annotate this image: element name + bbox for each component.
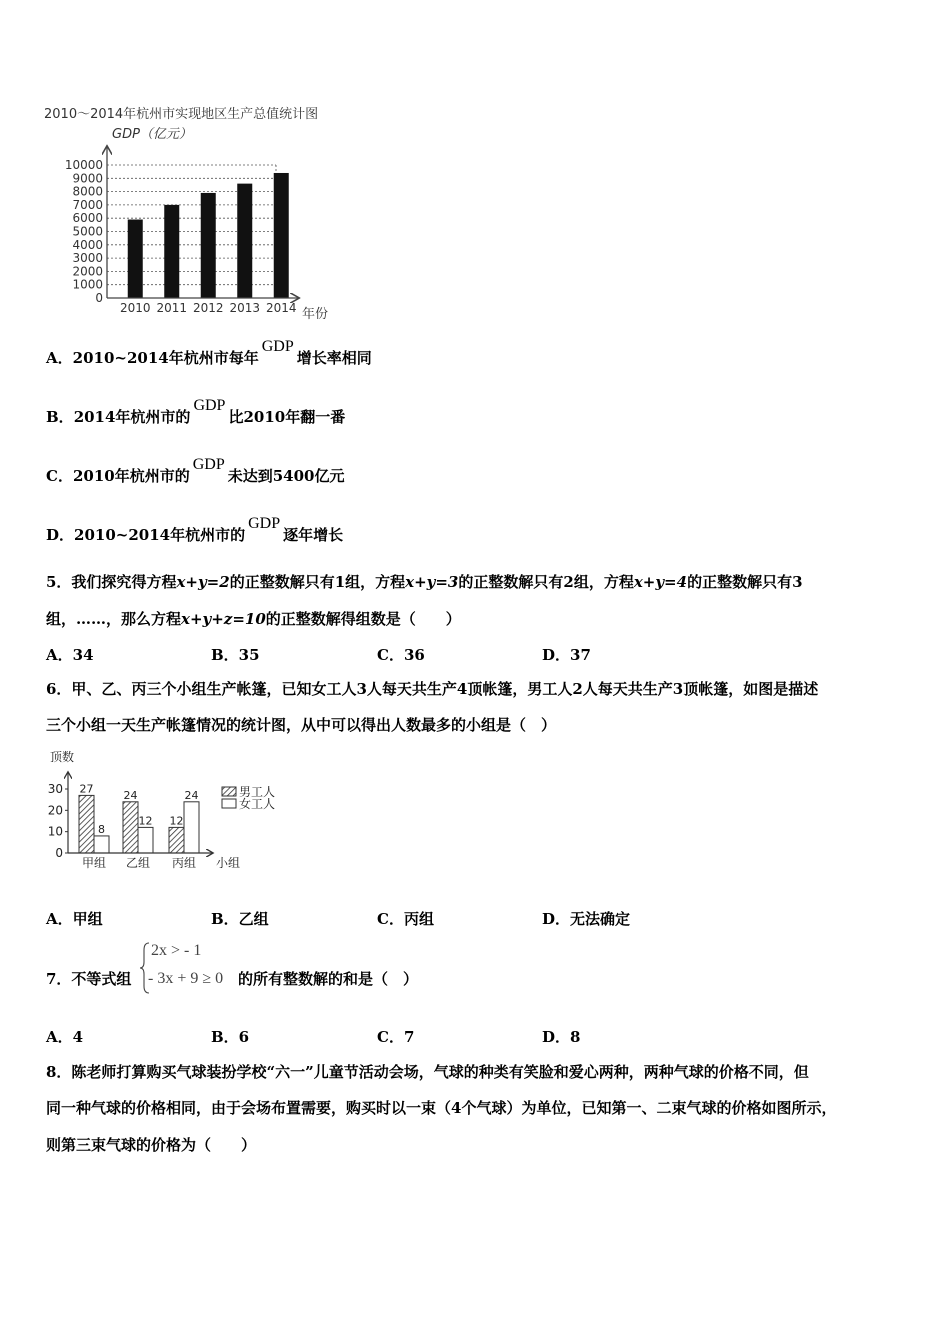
gdp-chart-x-tick: 2010 <box>119 301 151 315</box>
gdp-chart-x-label: 年份 <box>302 307 329 322</box>
q6-option-c: C．丙组 <box>377 910 434 928</box>
q5-stem-line1: 5．我们探究得方程x+y=2的正整数解只有1组，方程x+y=3的正整数解只有2组，方程x+y=4的正整数解只有3 <box>46 573 803 591</box>
gdp-chart-x-tick: 2012 <box>192 301 224 315</box>
q7-ineq-1: 2x > - 1 <box>151 942 202 959</box>
gdp-chart-y-tick: 1000 <box>72 277 103 292</box>
q5-option-a: A．34 <box>46 646 94 664</box>
tent-chart-data-label: 8 <box>98 822 105 836</box>
tent-chart-y-tick: 0 <box>55 846 63 860</box>
gdp-chart-y-tick: 3000 <box>72 251 103 266</box>
gdp-chart <box>40 100 340 325</box>
q5-stem-line2: 组，……，那么方程x+y+z=10的正整数解得组数是（ ） <box>46 610 461 628</box>
q5-option-d: D．37 <box>542 646 591 664</box>
gdp-chart-bar <box>201 193 216 298</box>
tent-chart-y-tick: 20 <box>47 803 63 818</box>
q7-stem: 7．不等式组 <box>46 970 132 988</box>
gdp-chart-y-tick: 0 <box>95 291 103 305</box>
q6-option-a: A．甲组 <box>46 910 103 928</box>
gdp-chart-x-tick: 2013 <box>229 301 261 315</box>
gdp-chart-y-tick: 5000 <box>72 224 103 239</box>
q6-stem-line2: 三个小组一天生产帐篷情况的统计图，从中可以得出人数最多的小组是（ ） <box>46 716 557 734</box>
gdp-chart-y-tick: 7000 <box>72 197 103 212</box>
q8-stem-line1: 8．陈老师打算购买气球装扮学校“六一”儿童节活动会场，气球的种类有笑脸和爱心两种，两种气球的价格不同，但 <box>46 1063 809 1081</box>
tent-chart-legend-label: 男工人 <box>239 785 276 799</box>
tent-chart-data-label: 12 <box>138 814 153 828</box>
tent-chart-y-tick: 10 <box>47 824 63 839</box>
q4-option-b: B．2014年杭州市的GDP比2010年翻一番 <box>46 397 346 426</box>
q7-inequality-system <box>140 940 240 996</box>
q6-option-d: D．无法确定 <box>542 910 631 928</box>
tent-chart-data-label: 24 <box>184 788 199 802</box>
gdp-chart-y-label: GDP（亿元） <box>112 127 192 142</box>
tent-chart-legend-swatch <box>222 787 236 796</box>
q7-ineq-2: - 3x + 9 ≥ 0 <box>148 970 224 987</box>
tent-chart-x-tick: 乙组 <box>125 856 151 870</box>
tent-chart-x-tick: 丙组 <box>171 856 197 870</box>
tent-chart-bar <box>169 827 184 853</box>
tent-chart-y-label: 顶数 <box>50 750 75 764</box>
tent-chart-x-label: 小组 <box>216 856 241 870</box>
gdp-chart-y-tick: 6000 <box>72 211 103 226</box>
tent-chart-bar <box>138 827 153 853</box>
q7-option-a: A．4 <box>46 1028 84 1046</box>
q6-option-b: B．乙组 <box>211 910 269 928</box>
tent-chart <box>40 745 300 875</box>
tent-chart-data-label: 12 <box>169 814 184 828</box>
tent-chart-bar <box>79 795 94 853</box>
gdp-chart-x-tick: 2011 <box>156 301 188 315</box>
q4-option-d: D．2010~2014年杭州市的GDP逐年增长 <box>46 515 344 544</box>
q4-option-a: A．2010~2014年杭州市每年GDP增长率相同 <box>46 338 372 367</box>
q7-option-c: C．7 <box>377 1028 415 1046</box>
q6-stem-line1: 6．甲、乙、丙三个小组生产帐篷，已知女工人3人每天共生产4顶帐篷，男工人2人每天共生产3顶帐篷，如图是描述 <box>46 680 819 698</box>
q5-option-c: C．36 <box>377 646 425 664</box>
q4-option-c: C．2010年杭州市的GDP未达到5400亿元 <box>46 456 345 485</box>
tent-chart-data-label: 24 <box>123 788 138 802</box>
gdp-chart-title: 2010～2014年杭州市实现地区生产总值统计图 <box>44 107 319 122</box>
tent-chart-legend-swatch <box>222 799 236 808</box>
tent-chart-bar <box>184 802 199 853</box>
gdp-chart-bar <box>237 184 252 298</box>
q7-option-b: B．6 <box>211 1028 250 1046</box>
q7-option-d: D．8 <box>542 1028 581 1046</box>
q8-stem-line3: 则第三束气球的价格为（ ） <box>46 1136 257 1154</box>
tent-chart-data-label: 27 <box>79 782 94 796</box>
gdp-chart-bar <box>128 220 143 298</box>
gdp-chart-y-tick: 2000 <box>72 264 103 279</box>
gdp-chart-bar <box>164 205 179 298</box>
gdp-chart-y-tick: 9000 <box>72 171 103 186</box>
q7-stem-suffix: 的所有整数解的和是（ ） <box>238 970 419 988</box>
q8-stem-line2: 同一种气球的价格相同，由于会场布置需要，购买时以一束（4个气球）为单位，已知第一、二束气球的价格如图所示， <box>46 1099 837 1117</box>
q5-option-b: B．35 <box>211 646 260 664</box>
gdp-chart-y-tick: 10000 <box>64 158 103 172</box>
gdp-chart-bar <box>274 173 289 298</box>
gdp-chart-y-tick: 4000 <box>72 237 103 252</box>
tent-chart-bar <box>94 836 109 853</box>
gdp-chart-y-tick: 8000 <box>72 184 103 199</box>
gdp-chart-x-tick: 2014 <box>265 301 297 315</box>
tent-chart-bar <box>123 802 138 853</box>
tent-chart-legend-label: 女工人 <box>239 797 276 811</box>
tent-chart-y-tick: 30 <box>47 782 63 796</box>
tent-chart-x-tick: 甲组 <box>81 856 107 870</box>
